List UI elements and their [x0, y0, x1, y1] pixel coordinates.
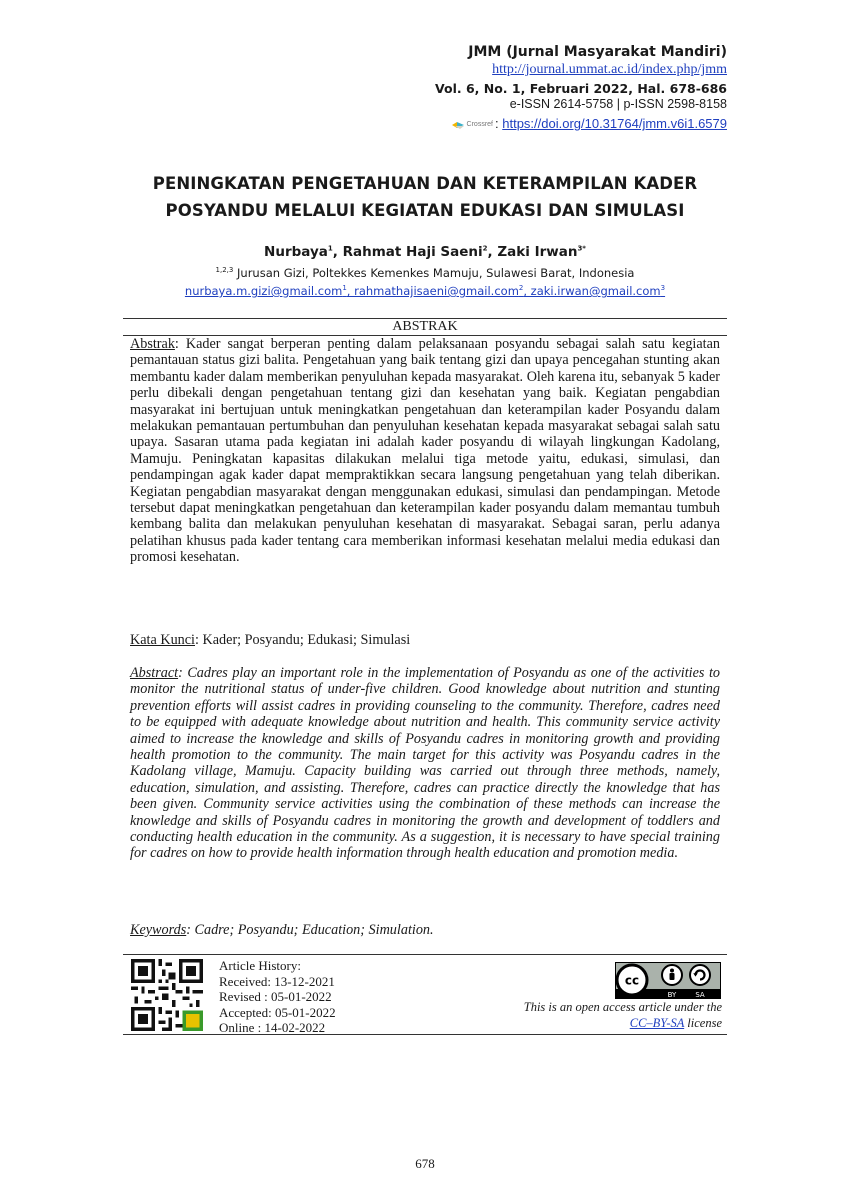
- license-line-1: This is an open access article under the: [523, 1000, 722, 1014]
- author-list: [100, 244, 750, 260]
- keywords-paragraph: [130, 922, 720, 938]
- license-suffix: license: [684, 1016, 722, 1030]
- journal-volume: Vol. 6, No. 1, Februari 2022, Hal. 678-686: [434, 81, 727, 96]
- page-number: 678: [415, 1156, 435, 1171]
- divider-footer-bottom: [123, 1034, 727, 1035]
- author-3: Zaki Irwan: [497, 244, 578, 260]
- doi-prefix: :: [495, 116, 503, 131]
- paper-title: [100, 170, 750, 224]
- journal-issn: e-ISSN 2614-5758 | p-ISSN 2598-8158: [509, 97, 727, 111]
- email-1-link[interactable]: [185, 284, 665, 298]
- journal-url-text[interactable]: http://journal.ummat.ac.id/index.php/jmm: [492, 62, 727, 77]
- journal-doi: [451, 116, 727, 131]
- history-revised: Revised : 05-01-2022: [219, 989, 332, 1004]
- author-2-sup: 2: [482, 244, 488, 253]
- badge-sa-label: SA: [695, 991, 705, 999]
- sa-share-icon: [690, 965, 710, 985]
- abstrak-heading: ABSTRAK: [392, 319, 458, 334]
- abstract-en-label: Abstract: [130, 665, 179, 681]
- email-2[interactable]: , rahmathajisaeni@gmail.com: [346, 284, 519, 298]
- author-emails: [100, 284, 750, 298]
- crossref-logo: [451, 120, 493, 130]
- license-line-2: [524, 1015, 722, 1031]
- kata-kunci-label: Kata Kunci: [130, 632, 196, 648]
- affiliation: [100, 266, 750, 280]
- kata-kunci-paragraph: [130, 632, 720, 648]
- abstrak-paragraph: [130, 336, 720, 566]
- email-1-sup: 1: [342, 284, 347, 293]
- divider-footer-top: [123, 954, 727, 955]
- crossref-icon: [451, 120, 465, 130]
- svg-text:cc: cc: [624, 973, 640, 988]
- email-1[interactable]: nurbaya.m.gizi@gmail.com: [184, 284, 343, 298]
- history-online: Online : 14-02-2022: [219, 1020, 326, 1035]
- abstract-en-text: : Cadres play an important role in the implementation of Posyandu as one of the activities to monitor the nutritional status of under-five children. Good knowledge about nutrition and stunting prevention efforts will assist cadres in providing counseling to the community. Therefore, cadres need to be equipped with adequate knowledge about nutrition and health. This community service activity aimed to increase the knowledge and skills of Posyandu cadres in monitoring growth and providing health promotion to the community. The main target for this activity was Posyandu cadres in the Kadolang village, Mamuju. Capacity building was carried out through three methods, namely, education, simulation, and assisting. Therefore, cadres can practice directly the knowledge that has been given. Community service activities using the combination of these methods can increase the knowledge and skills of Posyandu cadres in monitoring the growth and development of toddlers and conducting health education in the community. As a suggestion, it is necessary to have special training for cadres on how to provide health information through health education and promotion media.: [130, 665, 720, 862]
- doi-link[interactable]: https://doi.org/10.31764/jmm.v6i1.6579: [502, 116, 727, 131]
- author-3-sup: 3*: [577, 244, 586, 253]
- title-line-1: PENINGKATAN PENGETAHUAN DAN KETERAMPILAN KADER: [152, 174, 698, 193]
- affiliation-sup: 1,2,3: [215, 266, 234, 275]
- email-3[interactable]: , zaki.irwan@gmail.com: [523, 284, 661, 298]
- journal-url-link[interactable]: [492, 62, 727, 78]
- keywords-label: Keywords: [130, 922, 187, 938]
- article-history: [219, 958, 336, 1036]
- author-sep-1: ,: [332, 244, 343, 260]
- badge-by-label: BY: [667, 991, 677, 999]
- qr-code[interactable]: [131, 959, 203, 1031]
- keywords-text: : Cadre; Posyandu; Education; Simulation.: [186, 922, 434, 938]
- author-2: Rahmat Haji Saeni: [342, 244, 483, 260]
- history-title: Article History:: [219, 958, 301, 973]
- history-accepted: Accepted: 05-01-2022: [219, 1004, 336, 1020]
- affiliation-text: Jurusan Gizi, Poltekkes Kemenkes Mamuju, Sulawesi Barat, Indonesia: [233, 266, 635, 280]
- author-1-sup: 1: [327, 244, 333, 253]
- author-1: Nurbaya: [264, 244, 328, 260]
- crossref-label: Crossref: [466, 121, 493, 129]
- abstract-en-paragraph: [130, 665, 720, 862]
- cc-by-sa-badge[interactable]: [615, 962, 721, 999]
- title-line-2: POSYANDU MELALUI KEGIATAN EDUKASI DAN SIMULASI: [165, 201, 685, 220]
- abstrak-label: Abstrak: [130, 336, 175, 352]
- kata-kunci-text: : Kader; Posyandu; Edukasi; Simulasi: [195, 632, 411, 648]
- abstrak-text: : Kader sangat berperan penting dalam pelaksanaan posyandu sebagai salah satu kegiatan pemantauan status gizi balita. Pengetahuan yang baik tentang gizi dan upaya pencegahan stunting akan membantu kader dalam memberikan penyuluhan kepada masyarakat. Oleh karena itu, sebanyak 5 kader perlu dibekali dengan pengetahuan tentang gizi dan kesehatan yang baik. Kegiatan pengabdian masyarakat ini bertujuan untuk meningkatkan pengetahuan dan keterampilan kader Posyandu dalam melakukan pemantauan pertumbuhan dan penyuluhan kesehatan kepada masyarakat sebagai salah satu upaya. Sasaran utama pada kegiatan ini adalah kader posyandu di wilayah lingkungan Kadolang, Mamuju. Peningkatan kapasitas dilakukan melalui tiga metode yaitu, edukasi, simulasi, dan pendampingan agak kader dapat mempraktikkan secara langsung pengetahuan yang telah diberikan. Kegiatan pengabdian masyarakat dengan menggunakan edukasi, simulasi dan pendampingan. Metode tersebut dapat meningkatkan pengetahuan dan keterampilan kader posyandu dalam memantau tumbuh kembang balita dan melakukan penyuluhan kesehatan di masyarakat. Sebagai saran, perlu adanya pelatihan khusus pada kader tentang cara memberikan informasi kesehatan melalui media edukasi dan promosi kesehatan.: [130, 336, 720, 566]
- author-sep-2: ,: [487, 244, 498, 260]
- journal-name: JMM (Jurnal Masyarakat Mandiri): [468, 44, 727, 60]
- history-received: Received: 13-12-2021: [219, 973, 335, 989]
- license-notice: [524, 999, 722, 1031]
- license-link[interactable]: CC–BY-SA: [629, 1016, 685, 1030]
- email-3-sup: 3: [660, 284, 666, 293]
- email-2-sup: 2: [518, 284, 524, 293]
